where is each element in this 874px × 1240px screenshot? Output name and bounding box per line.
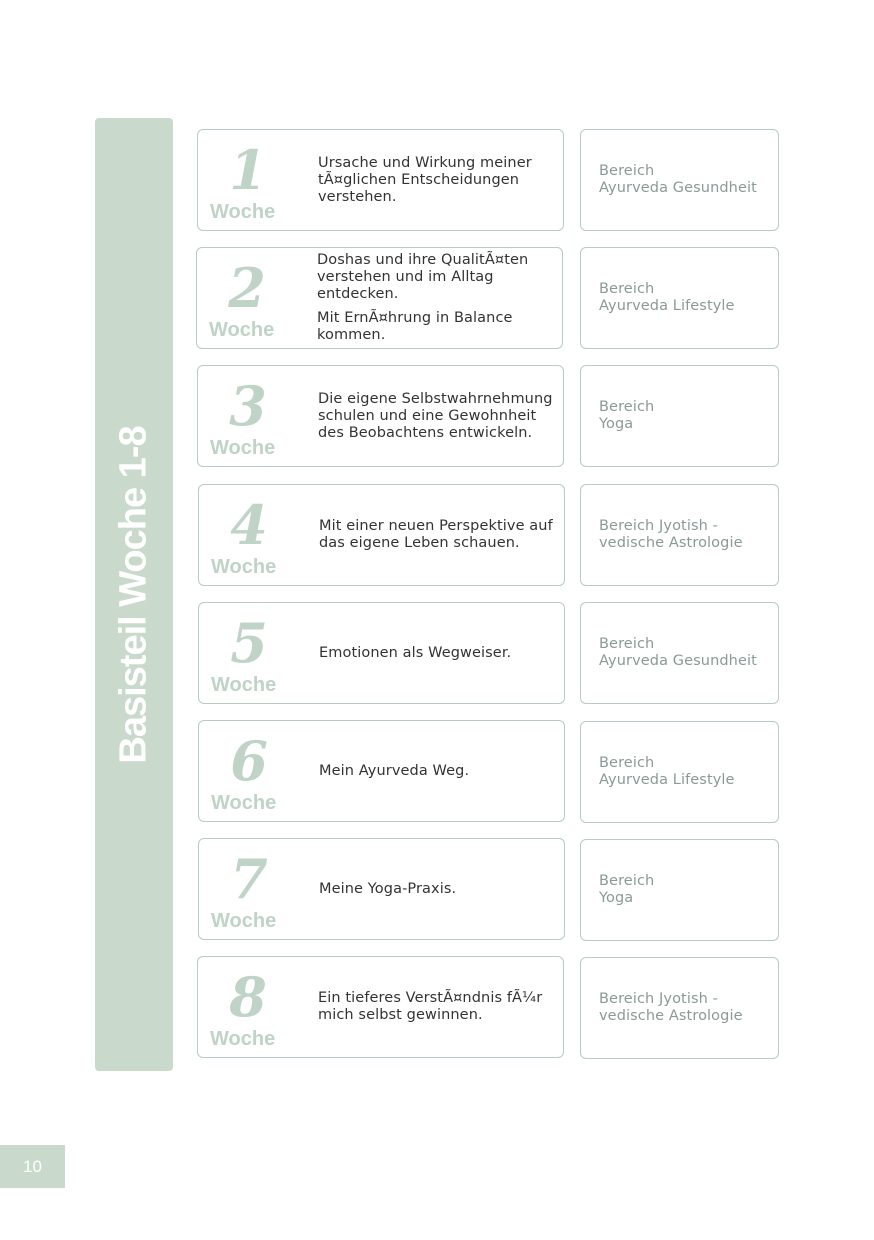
area-line: Yoga: [599, 416, 634, 432]
area-line: Bereich Jyotish -: [599, 991, 718, 1007]
week-number: 3: [229, 374, 267, 438]
area-line: Bereich Jyotish -: [599, 518, 718, 534]
area-line: Bereich: [599, 636, 655, 652]
week-label: Woche: [211, 674, 277, 696]
area-card-3: [580, 365, 779, 467]
week-description: [318, 130, 558, 230]
week-label: Woche: [211, 792, 277, 814]
area-card-7: [580, 839, 779, 941]
description-text: Meine Yoga-Praxis.: [319, 880, 457, 897]
week-label: Woche: [210, 201, 276, 223]
area-card-2: [580, 247, 779, 349]
week-card-4: [198, 484, 565, 586]
area-line: Ayurveda Gesundheit: [599, 180, 757, 196]
area-text: [599, 958, 770, 1058]
area-line: vedische Astrologie: [599, 1008, 743, 1024]
description-text: Emotionen als Wegweiser.: [319, 644, 512, 661]
page-number: 10: [0, 1145, 65, 1188]
area-card-4: [580, 484, 779, 586]
area-text: [599, 722, 770, 822]
week-number: 8: [229, 965, 267, 1029]
area-line: Ayurveda Gesundheit: [599, 653, 757, 669]
week-card-3: [197, 365, 564, 467]
description-text: Doshas und ihre QualitÃ¤ten verstehen und im Alltag entdecken.: [317, 252, 529, 302]
week-card-7: [198, 838, 565, 940]
section-title: Basisteil Woche 1-8: [112, 425, 155, 764]
area-line: Yoga: [599, 890, 634, 906]
area-card-1: [580, 129, 779, 231]
area-text: [599, 130, 770, 230]
area-card-6: [580, 721, 779, 823]
week-number: 2: [228, 256, 266, 320]
week-description: [318, 366, 558, 466]
week-label: Woche: [210, 1028, 276, 1050]
area-line: Bereich: [599, 281, 655, 297]
week-card-8: [197, 956, 564, 1058]
week-description: [319, 485, 559, 585]
week-number: 1: [229, 138, 267, 202]
week-description: [319, 839, 559, 939]
week-label: Woche: [209, 319, 275, 341]
week-description: [318, 957, 558, 1057]
area-line: Bereich: [599, 873, 655, 889]
area-card-5: [580, 602, 779, 704]
week-card-5: [198, 602, 565, 704]
week-number: 5: [230, 611, 268, 675]
area-line: Ayurveda Lifestyle: [599, 298, 735, 314]
week-label: Woche: [211, 910, 277, 932]
week-card-1: [197, 129, 564, 231]
area-text: [599, 840, 770, 940]
description-text: Mein Ayurveda Weg.: [319, 762, 470, 779]
week-number: 6: [230, 729, 268, 793]
description-text: Ursache und Wirkung meiner tÃ¤glichen Entscheidungen verstehen.: [318, 154, 532, 205]
week-description: [317, 248, 557, 348]
week-label: Woche: [210, 437, 276, 459]
description-text: Ein tieferes VerstÃ¤ndnis fÃ¼r mich selbst gewinnen.: [318, 990, 543, 1023]
area-line: Ayurveda Lifestyle: [599, 772, 735, 788]
section-banner: [95, 118, 173, 1071]
week-number: 7: [230, 847, 268, 911]
week-description: [319, 721, 559, 821]
description-text: Mit ErnÃ¤hrung in Balance kommen.: [317, 310, 513, 343]
area-line: vedische Astrologie: [599, 535, 743, 551]
week-description: [319, 603, 559, 703]
description-text: Mit einer neuen Perspektive auf das eigene Leben schauen.: [319, 518, 553, 551]
area-line: Bereich: [599, 399, 655, 415]
week-label: Woche: [211, 556, 277, 578]
area-text: [599, 603, 770, 703]
area-text: [599, 248, 770, 348]
area-line: Bereich: [599, 163, 655, 179]
area-text: [599, 366, 770, 466]
area-card-8: [580, 957, 779, 1059]
area-text: [599, 485, 770, 585]
description-text: Die eigene Selbstwahrnehmung schulen und eine Gewohnheit des Beobachtens entwickeln.: [318, 390, 553, 441]
week-number: 4: [230, 493, 268, 557]
week-card-2: [196, 247, 563, 349]
week-card-6: [198, 720, 565, 822]
area-line: Bereich: [599, 755, 655, 771]
